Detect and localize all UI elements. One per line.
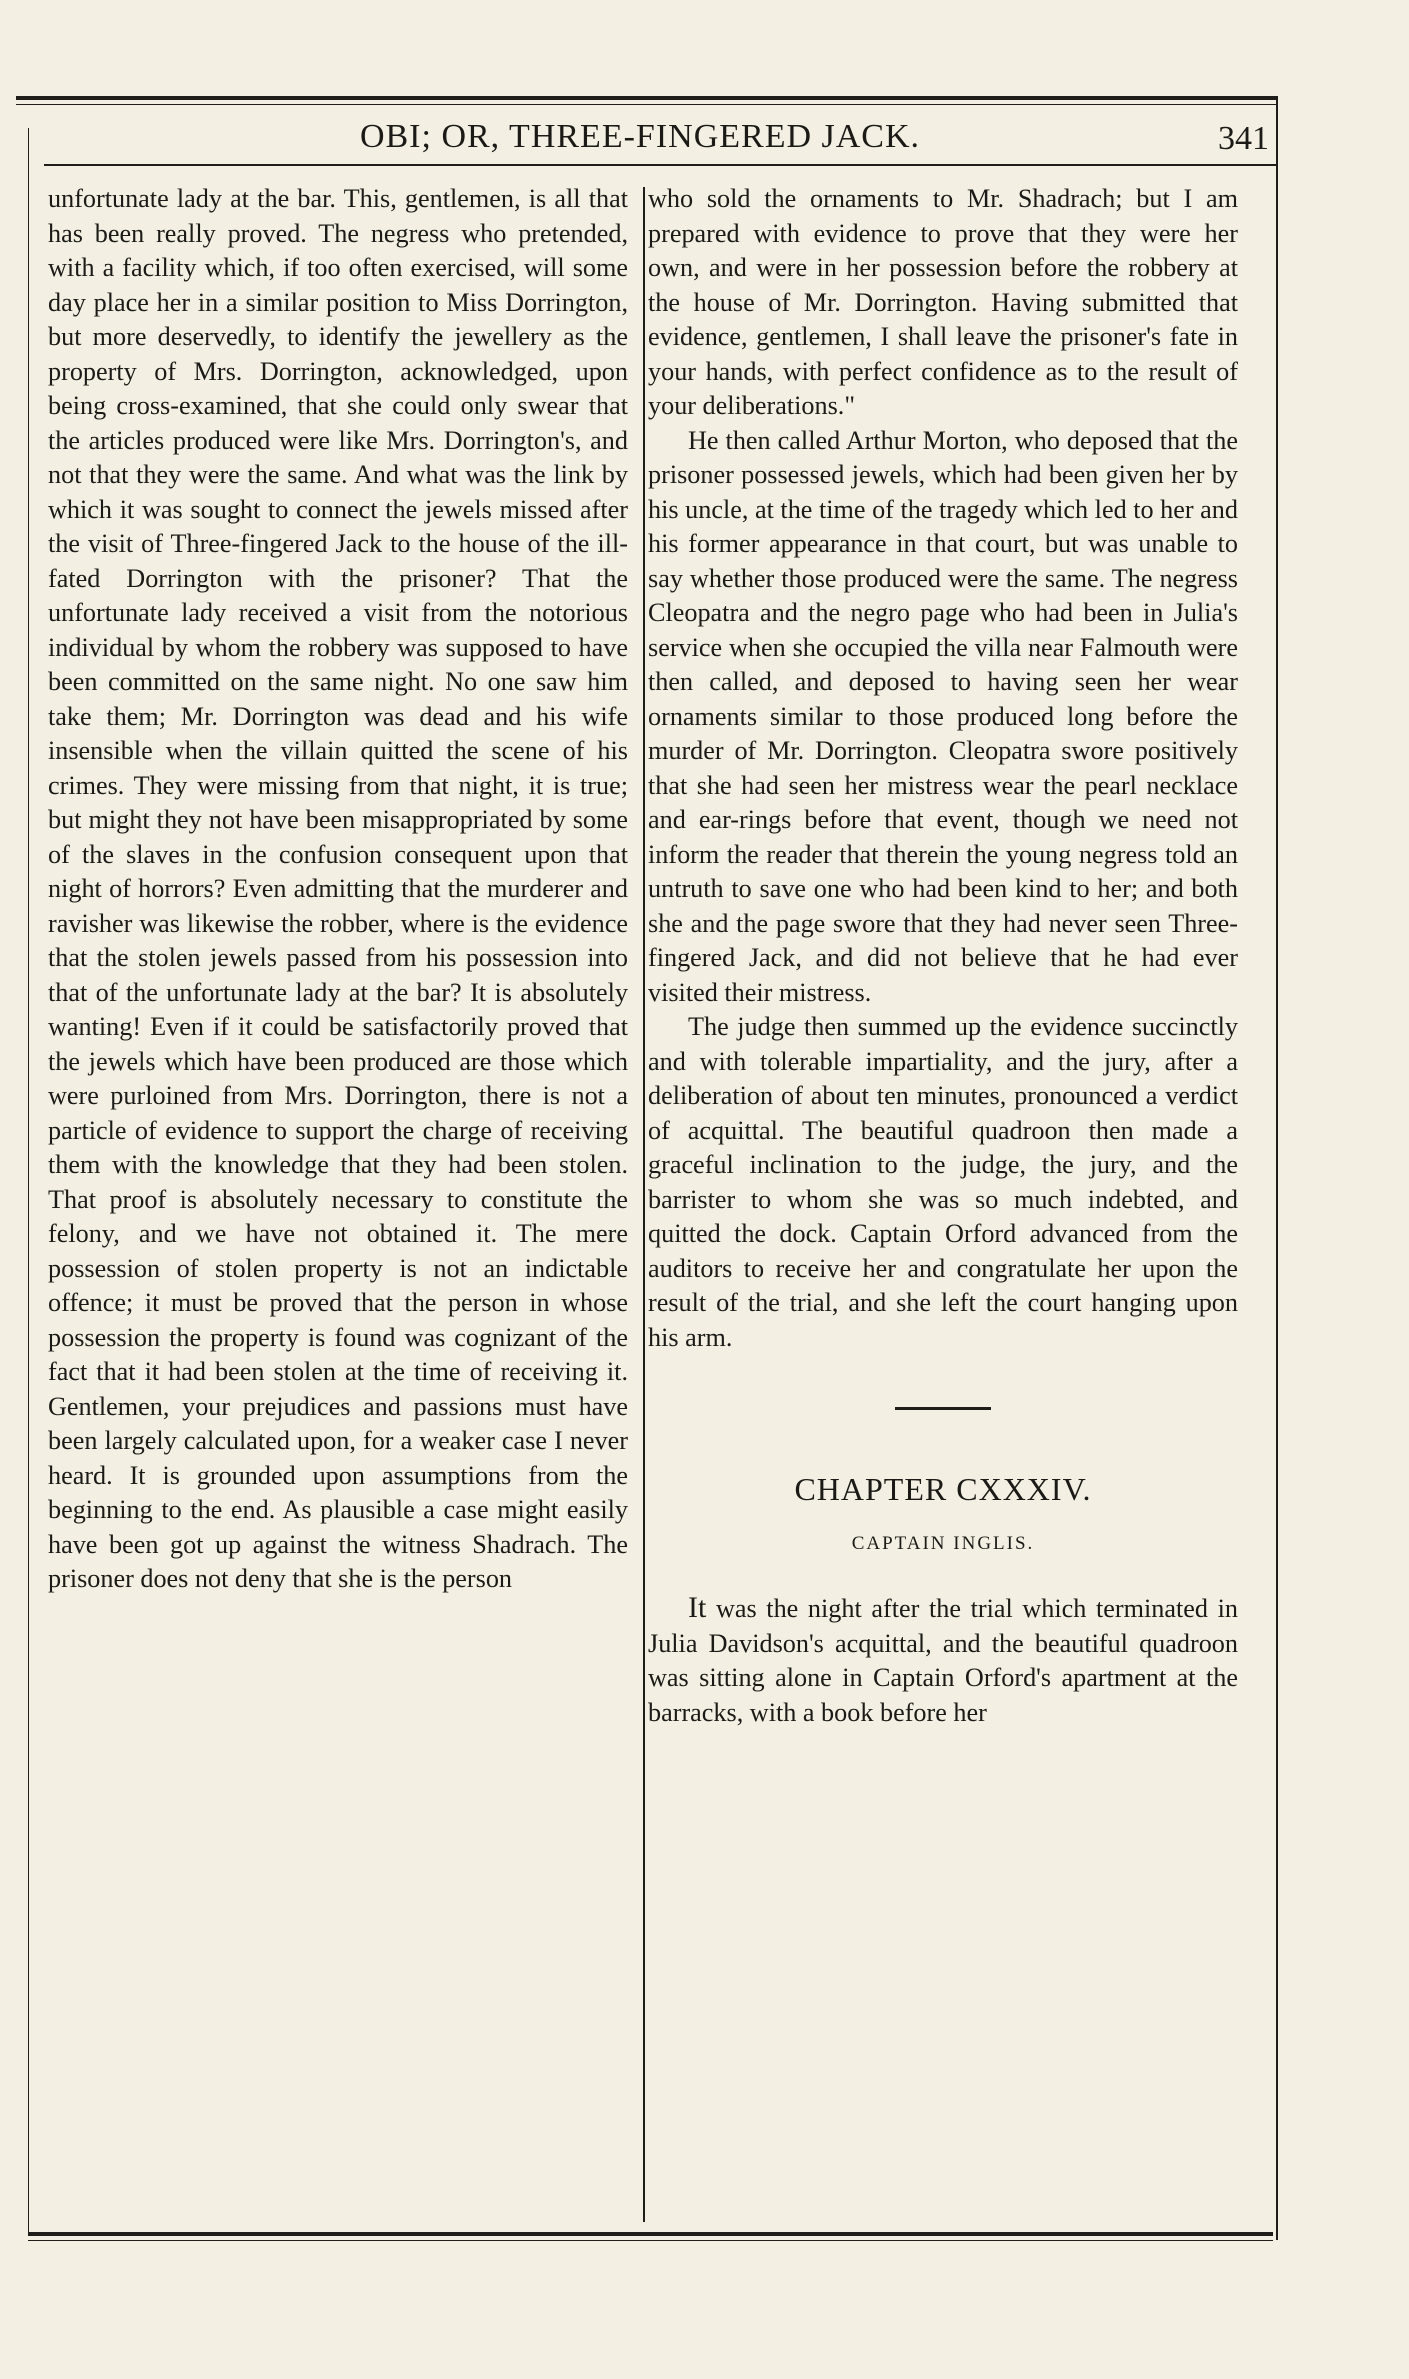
header-rule bbox=[44, 164, 1276, 166]
running-title: OBI; OR, THREE-FINGERED JACK. bbox=[359, 118, 921, 155]
page-number: 341 bbox=[1218, 120, 1269, 157]
right-paragraph-3: The judge then summed up the evidence succinctly and with tolerable impartiality, and the jury, after a deliberation of about ten minutes, pronounced a verdict of acquittal. The beautiful quadroon then made a graceful inclination to the judge, the jury, and the barrister to whom she was so much indebted, and quitted the dock. Captain Orford advanced from the auditors to receive her and congratulate her upon the result of the trial, and she left the court hanging upon his arm. bbox=[648, 1012, 1238, 1352]
right-paragraph-2: He then called Arthur Morton, who deposed that the prisoner possessed jewels, which had been given her by his uncle, at the time of the tragedy which led to her and his former appearance in that court, but was unable to say whether those produced were the same. The negress Cleopatra and the negro page who had been in Julia's service when she occupied the villa near Falmouth were then called, and deposed to having seen her wear ornaments similar to those produced long before the murder of Mr. Dorrington. Cleopatra swore positively that she had seen her mistress wear the pearl necklace and ear-rings before that event, though we need not inform the reader that therein the young negress told an untruth to save one who had been kind to her; and both she and the page swore that they had never seen Three-fingered Jack, and did not believe that he had ever visited their mistress. bbox=[648, 425, 1238, 1007]
chapter-title: CHAPTER CXXXIV. bbox=[794, 1471, 1092, 1507]
right-paragraph-1: who sold the ornaments to Mr. Shadrach; but I am prepared with evidence to prove that they were her own, and were in her possession before the robbery at the house of Mr. Dorrington. Having submitted that evidence, gentlemen, I shall leave the prisoner's fate in your hands, with perfect confidence as to the result of your deliberations." bbox=[648, 184, 1238, 420]
bottom-border-thin-rule bbox=[28, 2240, 1273, 2241]
bottom-border-rule bbox=[28, 2232, 1273, 2236]
column-divider bbox=[643, 187, 645, 2222]
section-separator bbox=[895, 1407, 991, 1410]
left-column bbox=[48, 182, 628, 1597]
chapter-subtitle: CAPTAIN INGLIS. bbox=[851, 1532, 1035, 1554]
left-paragraph: unfortunate lady at the bar. This, gentlemen, is all that has been really proved. The negress who pretended, with a facility which, if too often exercised, will some day place her in a similar position to Miss Dorrington, but more deservedly, to identify the jewellery as the property of Mrs. Dorrington, acknowledged, upon being cross-examined, that she could only swear that the articles produced were like Mrs. Dorrington's, and not that they were the same. And what was the link by which it was sought to connect the jewels missed after the visit of Three-fingered Jack to the house of the ill-fated Dorrington with the prisoner? That the unfortunate lady received a visit from the notorious individual by whom the robbery was supposed to have been committed on the same night. No one saw him take them; Mr. Dorrington was dead and his wife insensible when the villain quitted the scene of his crimes. They were missing from that night, it is true; but might they not have been misappropriated by some of the slaves in the confusion consequent upon that night of horrors? Even admitting that the murderer and ravisher was likewise the robber, where is the evidence that the stolen jewels passed from his possession into that of the unfortunate lady at the bar? It is absolutely wanting! Even if it could be satisfactorily proved that the jewels which have been produced are those which were purloined from Mrs. Dorrington, there is not a particle of evidence to support the charge of receiving them with the knowledge that they had been stolen. That proof is absolutely necessary to constitute the felony, and we have not obtained it. The mere possession of stolen property is not an indictable offence; it must be proved that the person in whose possession the property is found was cognizant of the fact that it had been stolen at the time of receiving it. Gentlemen, your prejudices and passions must have been largely calculated upon, for a weaker case I never heard. It is grounded upon assumptions from the beginning to the end. As plausible a case might easily have been got up against the witness Shadrach. The prisoner does not deny that she is the person bbox=[48, 184, 628, 1593]
right-column bbox=[648, 182, 1238, 1730]
chapter-lead-word: It bbox=[688, 1591, 707, 1624]
right-border-rule bbox=[1276, 96, 1278, 2240]
top-border-rule bbox=[16, 96, 1278, 100]
chapter-opening-paragraph bbox=[648, 1591, 1238, 1730]
chapter-opening-text: was the night after the trial which terminated in Julia Davidson's acquittal, and the beautiful quadroon was sitting alone in Captain Orford's apartment at the barracks, with a book before her bbox=[648, 1594, 1238, 1727]
top-border-thin-rule bbox=[16, 104, 1278, 105]
left-border-rule bbox=[28, 128, 29, 2232]
